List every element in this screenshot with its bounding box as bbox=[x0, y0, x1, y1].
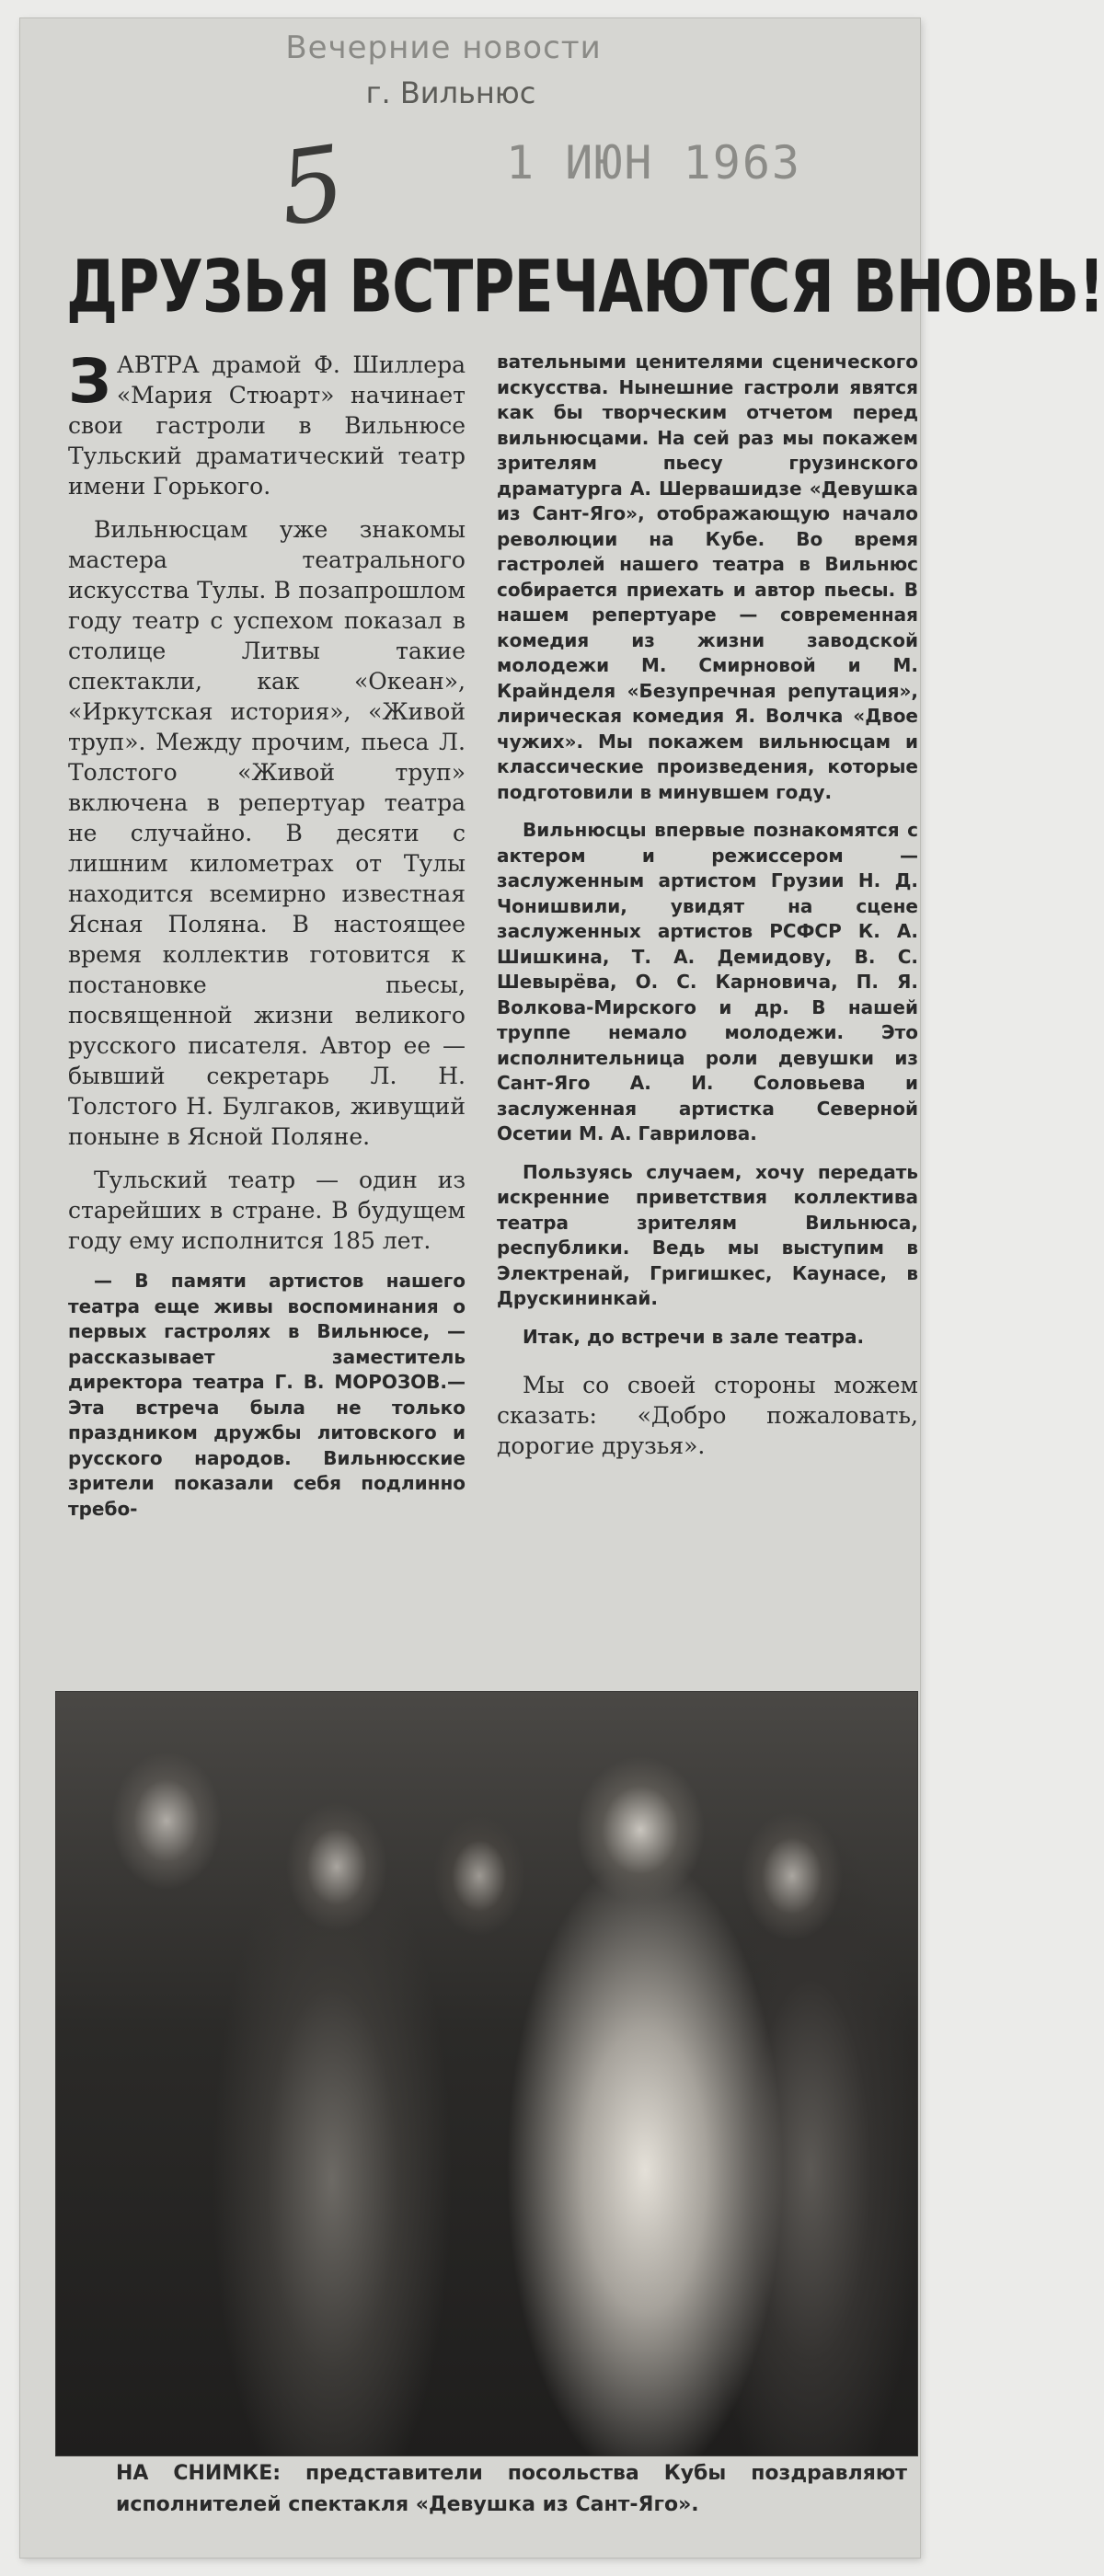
closing-paragraph: Мы со своей стороны можем сказать: «Добро пожаловать, дорогие друзья». bbox=[497, 1372, 918, 1459]
date-stamp: 1 ИЮН 1963 bbox=[506, 136, 802, 190]
caption-text: представители посольства Кубы поздравляют исполнителей спектакля «Девушка из Сант-Яго». bbox=[116, 2462, 907, 2516]
article-lead-paragraph bbox=[68, 346, 466, 501]
article-right-column bbox=[497, 350, 918, 1474]
interview-paragraph: вательными ценителями сценического искусства. Нынешние гастроли явятся как бы творческим отчетом перед вильнюсцами. На сей раз мы покажем зрителям пьесу грузинского драматурга А. Шервашидзе «Девушка из Сант-Яго», отображающую начало революции на Кубе. Во время гастролей нашего театра в Вильнюс собирается приехать и автор пьесы. В нашем репертуаре — современная комедия из жизни заводской молодежи М. Смирновой и М. Крайнделя «Безупречная репутация», лирическая комедия Я. Волчка «Двое чужих». Мы покажем вильнюсцам и классические произведения, которые подготовили в минувшем году. bbox=[497, 351, 918, 803]
caption-label: НА СНИМКЕ: bbox=[116, 2462, 282, 2485]
handwritten-number: 5 bbox=[271, 122, 352, 249]
drop-cap: З bbox=[68, 346, 111, 417]
interview-paragraph: Итак, до встречи в зале театра. bbox=[523, 1325, 865, 1348]
article-paragraph: Тульский театр — один из старейших в стране. В будущем году ему исполнится 185 лет. bbox=[68, 1167, 466, 1254]
interview-paragraph: Вильнюсцы впервые познакомятся с актером и режиссером — заслуженным артистом Грузии Н. Д. Чонишвили, увидят на сцене заслуженных артистов РСФСР К. А. Шишкина, Т. А. Демидову, В. С. Шевырёва, О. С. Карновича, П. Я. Волкова-Мирского и др. В нашей труппе немало молодежи. Это исполнительница роли девушки из Сант-Яго А. И. Соловьева и заслуженная артистка Северной Осетии М. А. Гаврилова. bbox=[497, 819, 918, 1144]
interview-paragraph: — В памяти артистов нашего театра еще живы воспоминания о первых гастролях в Вильнюсе, — рассказывает заместитель директора театра Г. В. МОРОЗОВ.— Эта встреча была не только праздником дружбы литовского и русского народов. Вильнюсские зрители показали себя подлинно требо- bbox=[68, 1270, 466, 1520]
article-headline: ДРУЗЬЯ ВСТРЕЧАЮТСЯ ВНОВЬ! bbox=[66, 244, 1104, 328]
lead-text: АВТРА драмой Ф. Шиллера «Мария Стюарт» начинает свои гастроли в Вильнюсе Тульский драматический театр имени Горького. bbox=[68, 351, 466, 500]
article-photo bbox=[55, 1691, 918, 2456]
newspaper-clipping bbox=[20, 18, 1104, 2558]
newspaper-source-stamp: Вечерние новости bbox=[285, 29, 602, 66]
photo-caption bbox=[116, 2458, 907, 2521]
article-paragraph: Вильнюсцам уже знакомы мастера театрального искусства Тулы. В позапрошлом году театр с успехом показал в столице Литвы такие спектакли, как «Океан», «Иркутская история», «Живой труп». Между прочим, пьеса Л. Толстого «Живой труп» включена в репертуар театра не случайно. В десяти с лишним километрах от Тулы находится всемирно известная Ясная Поляна. В настоящее время коллектив готовится к постановке пьесы, посвященной жизни великого русского писателя. Автор ее — бывший секретарь Л. Н. Толстого Н. Булгаков, живущий поныне в Ясной Поляне. bbox=[68, 516, 466, 1150]
city-stamp: г. Вильнюс bbox=[365, 75, 536, 110]
interview-paragraph: Пользуясь случаем, хочу передать искренние приветствия коллектива театра зрителям Вильнюса, республики. Ведь мы выступим в Электренай, Григишкес, Каунасе, в Друскининкай. bbox=[497, 1160, 918, 1309]
article-left-column bbox=[68, 346, 466, 1535]
